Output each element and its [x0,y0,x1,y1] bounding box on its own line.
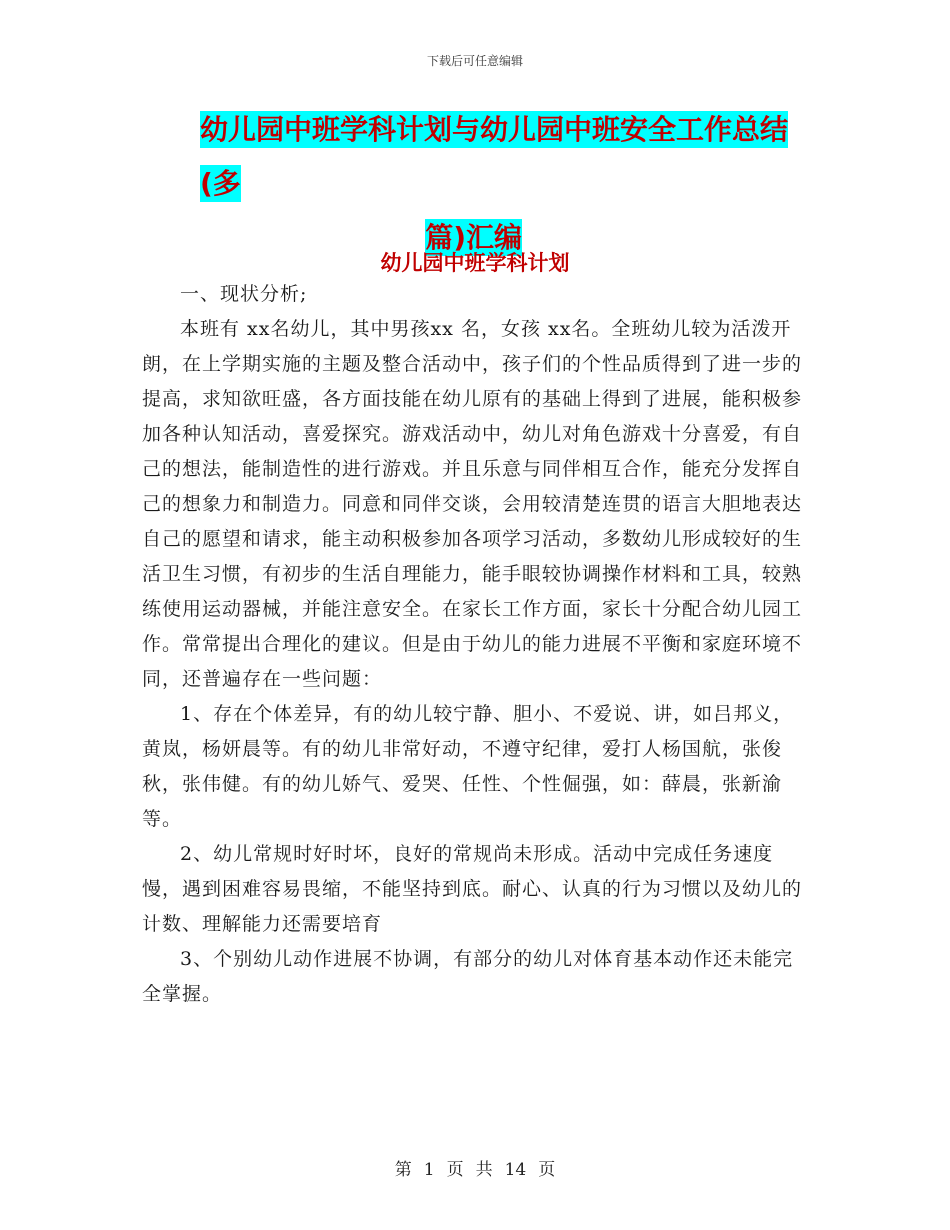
paragraph-issue-2: 2、幼儿常规时好时坏，良好的常规尚未形成。活动中完成任务速度慢，遇到困难容易畏缩，不能坚持到底。耐心、认真的行为习惯以及幼儿的计数、理解能力还需要培育 [142,843,803,935]
document-body [142,277,810,1012]
title-line-1: 幼儿园中班学科计划与幼儿园中班安全工作总结(多 [200,113,789,200]
footer-ye2: 页 [538,1160,556,1180]
footer-di: 第 [394,1160,412,1180]
title-line-2: 篇)汇编 [425,221,522,254]
paragraph-issue-1: 1、存在个体差异，有的幼儿较宁静、胆小、不爱说、讲，如吕邦义，黄岚，杨妍晨等。有的幼儿非常好动，不遵守纪律，爱打人杨国航，张俊秋，张伟健。有的幼儿娇气、爱哭、任性、个性倔强，如：薛晨，张新渝等。 [142,703,794,830]
paragraph-overview: 本班有 xx名幼儿，其中男孩xx 名，女孩 xx名。全班幼儿较为活泼开朗，在上学期实施的主题及整合活动中，孩子们的个性品质得到了进一步的提高，求知欲旺盛，各方面技能在幼儿原有的基础上得到了进展，能积极参加各种认知活动，喜爱探究。游戏活动中，幼儿对角色游戏十分喜爱，有自己的想法，能制造性的进行游戏。并且乐意与同伴相互合作，能充分发挥自己的想象力和制造力。同意和同伴交谈，会用较清楚连贯的语言大胆地表达自己的愿望和请求，能主动积极参加各项学习活动，多数幼儿形成较好的生活卫生习惯，有初步的生活自理能力，能手眼较协调操作材料和工具，较熟练使用运动器械，并能注意安全。在家长工作方面，家长十分配合幼儿园工作。常常提出合理化的建议。但是由于幼儿的能力进展不平衡和家庭环境不同，还普遍存在一些问题： [142,318,803,690]
header-note: 下载后可任意编辑 [426,54,523,68]
page-footer [0,1155,950,1180]
paragraph-issue-3: 3、个别幼儿动作进展不协调，有部分的幼儿对体育基本动作还未能完全掌握。 [142,948,794,1005]
footer-page-number: 1 [423,1160,435,1180]
section-title: 幼儿园中班学科计划 [380,251,570,275]
footer-gong: 共 [475,1160,493,1180]
document-title [200,103,800,265]
paragraph-status-heading: 一、现状分析; [180,283,308,305]
footer-total-pages: 14 [504,1160,527,1180]
footer-ye: 页 [446,1160,464,1180]
